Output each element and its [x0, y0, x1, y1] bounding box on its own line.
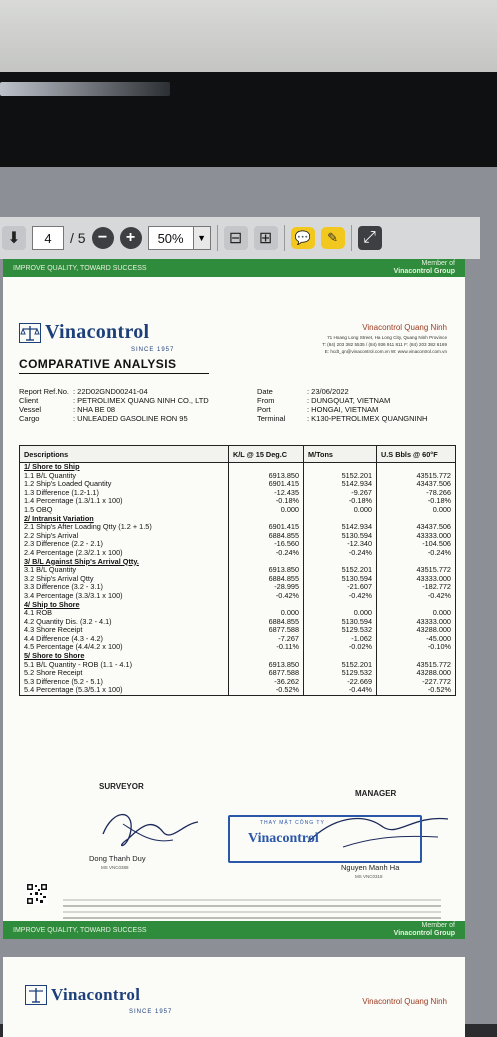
terminal-value: : K130-PETROLIMEX QUANGNINH: [307, 414, 428, 423]
manager-name: Nguyen Manh Ha: [341, 863, 400, 872]
pdf-viewer: [0, 167, 497, 1024]
row-mt: 5129.532: [304, 669, 377, 678]
row-description: 4/ Ship to Shore: [20, 601, 229, 610]
row-description: 1.1 B/L Quantity: [20, 472, 229, 481]
highlight-icon[interactable]: ✎: [321, 227, 345, 249]
zoom-in-icon[interactable]: +: [120, 227, 142, 249]
row-mt: 5142.934: [304, 480, 377, 489]
row-description: 2.2 Ship's Arrival: [20, 532, 229, 541]
address-line: 71 Hoang Long Street, Ha Long City, Quang Ninh Province: [327, 335, 447, 340]
table-row: [20, 661, 456, 670]
row-mt: 0.000: [304, 609, 377, 618]
row-mt: 5152.201: [304, 472, 377, 481]
row-kl: 6884.855: [229, 618, 304, 627]
row-description: 4.2 Quantity Dis. (3.2 - 4.1): [20, 618, 229, 627]
fine-print-line: [63, 917, 441, 919]
stamp-top-text: THAY MẶT CÔNG TY: [260, 820, 325, 826]
row-mt: 5130.594: [304, 532, 377, 541]
row-bbl: -0.42%: [377, 592, 456, 601]
row-description: 1.2 Ship's Loaded Quantity: [20, 480, 229, 489]
row-bbl: 43288.000: [377, 669, 456, 678]
row-description: 5.4 Percentage (5.3/5.1 x 100): [20, 686, 229, 695]
row-kl: 6877.588: [229, 669, 304, 678]
logo-name: Vinacontrol: [51, 985, 141, 1004]
toolbar-divider: [217, 225, 218, 251]
cargo-value: : UNLEADED GASOLINE RON 95: [73, 414, 188, 423]
row-description: 4.3 Shore Receipt: [20, 626, 229, 635]
row-bbl: -0.24%: [377, 549, 456, 558]
fit-page-icon[interactable]: ⊟: [224, 226, 248, 250]
row-description: 2.4 Percentage (2.3/2.1 x 100): [20, 549, 229, 558]
row-bbl: 43288.000: [377, 626, 456, 635]
vinacontrol-logo: [19, 321, 149, 344]
row-kl: 6913.850: [229, 566, 304, 575]
company-address: [322, 323, 447, 355]
row-bbl: -227.772: [377, 678, 456, 687]
fine-print-line: [63, 911, 441, 913]
row-description: 3/ B/L Against Ship's Arrival Qtty.: [20, 558, 229, 567]
phone-line: T: (84) 203 382 5535 / (84) 936 911 811 F: (84) 203 382 6169: [322, 342, 447, 347]
row-mt: 5152.201: [304, 661, 377, 670]
comparison-table: [19, 445, 456, 696]
row-mt: 0.000: [304, 506, 377, 515]
row-bbl: -104.506: [377, 540, 456, 549]
pdf-toolbar: [0, 217, 480, 259]
row-mt: 5130.594: [304, 618, 377, 627]
row-kl: 0.000: [229, 506, 304, 515]
fit-width-icon[interactable]: ⊞: [254, 226, 278, 250]
fullscreen-icon[interactable]: ⤢: [358, 226, 382, 250]
row-description: 2/ Intransit Variation: [20, 515, 229, 524]
email-line: E: hcdt_qn@vinacontrol.com.vn W: www.vinacontrol.com.vn: [324, 349, 447, 354]
date-label: Date: [257, 387, 273, 396]
row-description: 3.1 B/L Quantity: [20, 566, 229, 575]
table-row: [20, 523, 456, 532]
row-kl: -7.267: [229, 635, 304, 644]
row-description: 5.2 Shore Receipt: [20, 669, 229, 678]
logo-name: Vinacontrol: [45, 321, 150, 343]
table-body: [20, 463, 456, 696]
row-mt: -21.607: [304, 583, 377, 592]
client-value: : PETROLIMEX QUANG NINH CO., LTD: [73, 396, 209, 405]
manager-id: MS VNC0318: [355, 874, 383, 879]
cargo-label: Cargo: [19, 414, 40, 423]
since-text: SINCE 1957: [129, 1009, 173, 1015]
table-row: [20, 618, 456, 627]
col-kl: K/L @ 15 Deg.C: [229, 446, 304, 463]
from-value: : DUNGQUAT, VIETNAM: [307, 396, 391, 405]
client-label: Client: [19, 396, 39, 405]
footer-slogan: IMPROVE QUALITY, TOWARD SUCCESS: [13, 926, 147, 934]
row-kl: -0.42%: [229, 592, 304, 601]
stamp-name: Vinacontrol: [248, 831, 319, 846]
table-row: [20, 601, 456, 610]
row-bbl: -78.266: [377, 489, 456, 498]
row-kl: -28.995: [229, 583, 304, 592]
row-description: 5.1 B/L Quantity - ROB (1.1 - 4.1): [20, 661, 229, 670]
row-mt: -1.062: [304, 635, 377, 644]
header-member: Member of Vinacontrol Group: [393, 260, 455, 275]
qr-code-icon: [26, 883, 48, 905]
page-down-icon[interactable]: ⬇: [2, 226, 26, 250]
row-kl: 0.000: [229, 609, 304, 618]
row-description: 4.5 Percentage (4.4/4.2 x 100): [20, 643, 229, 652]
row-bbl: 43515.772: [377, 566, 456, 575]
row-mt: 5130.594: [304, 575, 377, 584]
col-bbl: U.S Bbls @ 60°F: [377, 446, 456, 463]
page-title: COMPARATIVE ANALYSIS: [19, 357, 177, 371]
row-mt: -0.24%: [304, 549, 377, 558]
row-description: 5.3 Difference (5.2 - 5.1): [20, 678, 229, 687]
row-mt: -22.669: [304, 678, 377, 687]
row-kl: 6913.850: [229, 661, 304, 670]
row-bbl: 43333.000: [377, 618, 456, 627]
footer-band: [3, 921, 465, 939]
row-mt: 5129.532: [304, 626, 377, 635]
row-kl: -0.11%: [229, 643, 304, 652]
row-description: 2.3 Difference (2.2 - 2.1): [20, 540, 229, 549]
surveyor-name: Dong Thanh Duy: [89, 854, 146, 863]
row-bbl: 43333.000: [377, 575, 456, 584]
col-descriptions: Descriptions: [20, 446, 229, 463]
row-mt: -9.267: [304, 489, 377, 498]
row-mt: 5142.934: [304, 523, 377, 532]
row-description: 3.2 Ship's Arrival Qtty: [20, 575, 229, 584]
row-kl: -16.560: [229, 540, 304, 549]
report-info-right: [257, 387, 427, 423]
row-mt: 5152.201: [304, 566, 377, 575]
toolbar-divider: [284, 225, 285, 251]
vinacontrol-logo: [25, 985, 140, 1005]
row-description: 4.1 ROB: [20, 609, 229, 618]
row-bbl: 0.000: [377, 506, 456, 515]
chevron-down-icon[interactable]: ▼: [194, 226, 211, 250]
title-underline: [19, 373, 209, 374]
since-text: SINCE 1957: [131, 347, 175, 353]
page-number-input[interactable]: 4: [32, 226, 64, 250]
comment-icon[interactable]: 💬: [291, 227, 315, 249]
row-bbl: -182.772: [377, 583, 456, 592]
fine-print-line: [63, 899, 441, 901]
footer-member: Member of Vinacontrol Group: [393, 922, 455, 937]
table-header: [20, 446, 456, 463]
row-kl: -0.24%: [229, 549, 304, 558]
row-bbl: 43515.772: [377, 472, 456, 481]
col-mt: M/Tons: [304, 446, 377, 463]
row-bbl: 43515.772: [377, 661, 456, 670]
row-mt: -0.44%: [304, 686, 377, 695]
light-glare: [0, 82, 170, 96]
manager-label: MANAGER: [355, 789, 397, 798]
ref-value: : 22D02GND00241-04: [73, 387, 148, 396]
date-value: : 23/06/2022: [307, 387, 349, 396]
scales-logo-icon: [19, 323, 41, 343]
row-bbl: 0.000: [377, 609, 456, 618]
table-row: [20, 643, 456, 652]
terminal-label: Terminal: [257, 414, 286, 423]
row-description: 2.1 Ship's After Loading Qtty (1.2 + 1.5): [20, 523, 229, 532]
toolbar-divider: [351, 225, 352, 251]
table-row: [20, 592, 456, 601]
row-bbl: 43437.506: [377, 480, 456, 489]
ref-label: Report Ref.No.: [19, 387, 70, 396]
company-stamp: [228, 815, 422, 863]
vessel-value: : NHA BE 08: [73, 405, 116, 414]
row-mt: -0.42%: [304, 592, 377, 601]
row-kl: -36.262: [229, 678, 304, 687]
row-bbl: -0.18%: [377, 497, 456, 506]
zoom-value: 50%: [148, 226, 194, 250]
from-label: From: [257, 396, 275, 405]
vessel-label: Vessel: [19, 405, 42, 414]
zoom-select[interactable]: [148, 226, 211, 250]
table-row: [20, 558, 456, 567]
table-row: [20, 463, 456, 472]
row-kl: 6901.415: [229, 480, 304, 489]
company-address: [362, 997, 447, 1008]
row-description: 1.4 Percentage (1.3/1.1 x 100): [20, 497, 229, 506]
monitor-bezel: [0, 72, 497, 167]
row-mt: -0.18%: [304, 497, 377, 506]
row-bbl: -0.52%: [377, 686, 456, 695]
port-label: Port: [257, 405, 271, 414]
row-description: 3.4 Percentage (3.3/3.1 x 100): [20, 592, 229, 601]
row-description: 4.4 Difference (4.3 - 4.2): [20, 635, 229, 644]
row-kl: 6884.855: [229, 532, 304, 541]
row-bbl: -0.10%: [377, 643, 456, 652]
fine-print-line: [63, 905, 441, 907]
surveyor-signature: [93, 804, 203, 854]
company-name: Vinacontrol Quang Ninh: [362, 997, 447, 1006]
row-description: 1.5 OBQ: [20, 506, 229, 515]
room-ceiling: [0, 0, 497, 72]
row-description: 5/ Shore to Shore: [20, 652, 229, 661]
row-bbl: 43333.000: [377, 532, 456, 541]
report-info-left: [19, 387, 209, 423]
row-mt: -12.340: [304, 540, 377, 549]
row-kl: 6901.415: [229, 523, 304, 532]
next-document-page: [3, 957, 465, 1037]
zoom-out-icon[interactable]: −: [92, 227, 114, 249]
row-kl: -0.52%: [229, 686, 304, 695]
row-kl: 6913.850: [229, 472, 304, 481]
table-row: [20, 497, 456, 506]
company-name: Vinacontrol Quang Ninh: [362, 323, 447, 332]
header-band: [3, 259, 465, 277]
row-mt: -0.02%: [304, 643, 377, 652]
row-description: 3.3 Difference (3.2 - 3.1): [20, 583, 229, 592]
row-bbl: -45.000: [377, 635, 456, 644]
surveyor-id: MS VNC0388: [101, 865, 129, 870]
port-value: : HONGAI, VIETNAM: [307, 405, 379, 414]
page-total: / 5: [70, 230, 86, 246]
row-description: 1/ Shore to Ship: [20, 463, 229, 472]
header-slogan: IMPROVE QUALITY, TOWARD SUCCESS: [13, 264, 147, 272]
table-row: [20, 686, 456, 695]
row-kl: 6877.588: [229, 626, 304, 635]
row-kl: 6884.855: [229, 575, 304, 584]
row-bbl: 43437.506: [377, 523, 456, 532]
row-description: 1.3 Difference (1.2-1.1): [20, 489, 229, 498]
row-kl: -0.18%: [229, 497, 304, 506]
row-kl: -12.435: [229, 489, 304, 498]
scales-logo-icon: [25, 985, 47, 1005]
surveyor-label: SURVEYOR: [99, 782, 144, 791]
